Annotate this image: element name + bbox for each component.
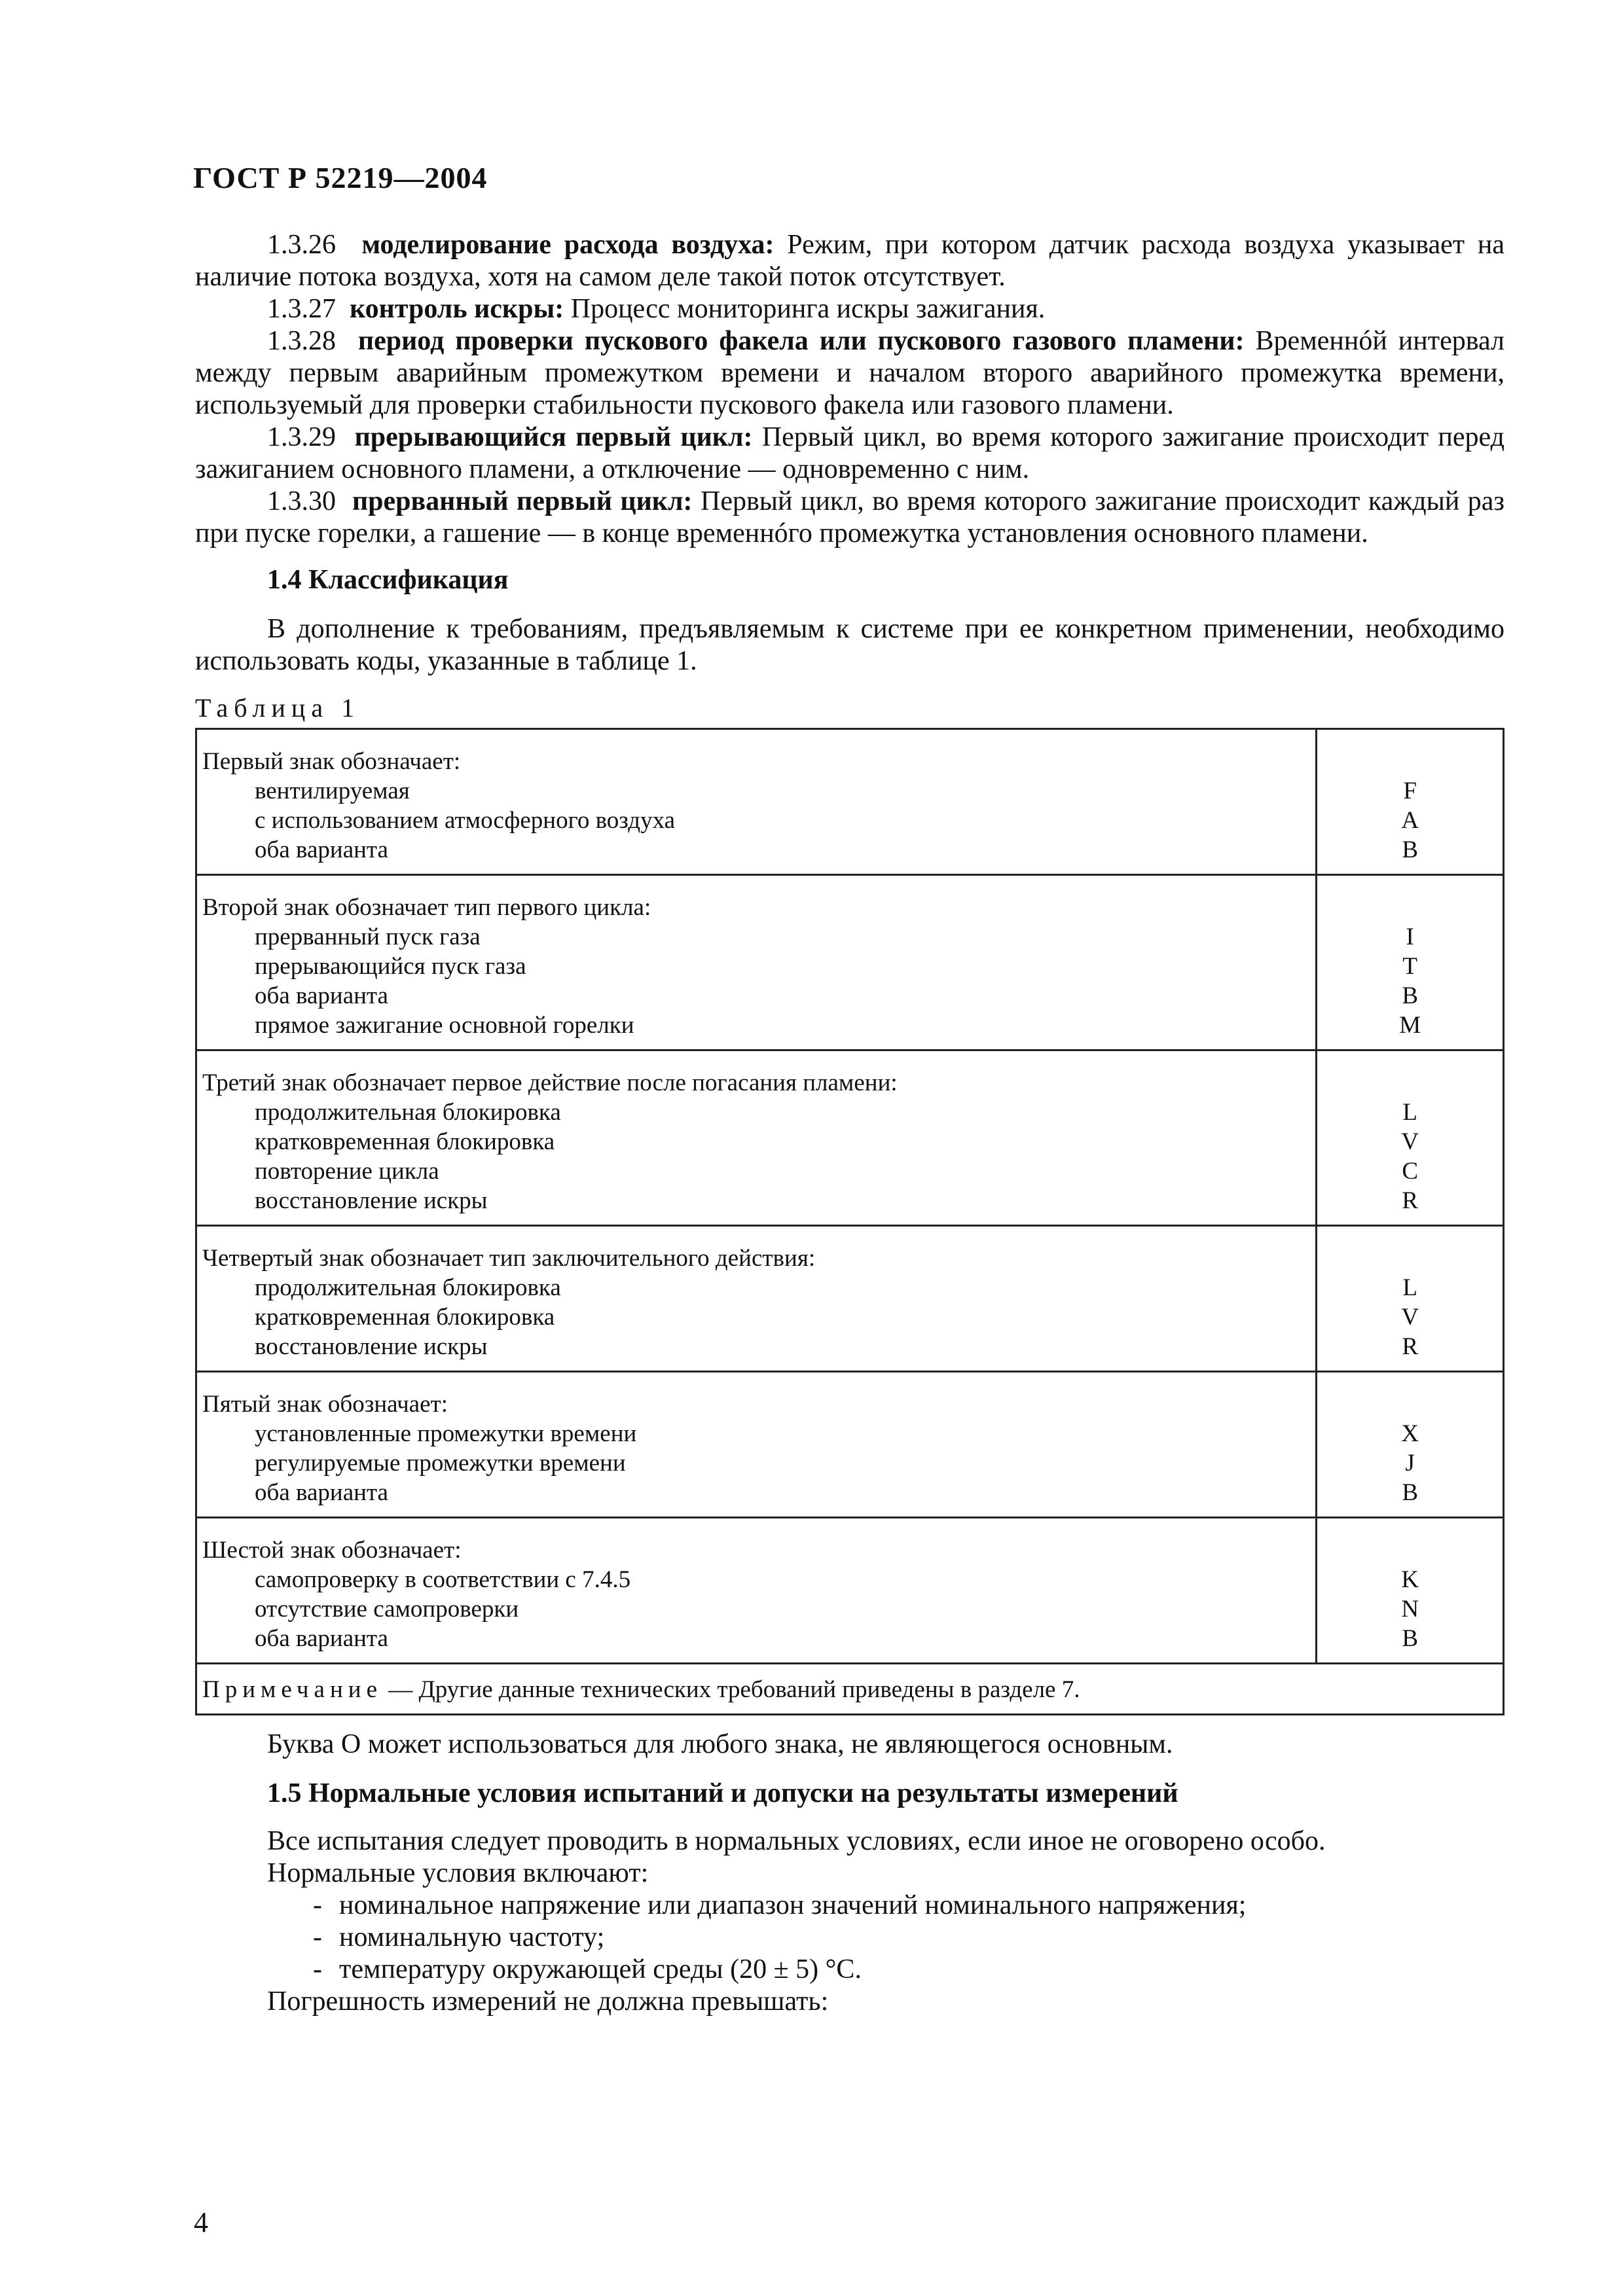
table-label-cell (196, 875, 1317, 1050)
definition-1-3-28 (195, 325, 1504, 422)
row-heading: Первый знак обозначает: (202, 748, 461, 775)
table-row (196, 729, 1504, 875)
table-code-cell (1317, 1372, 1504, 1518)
section-1-5-line-2: Нормальные условия включают: (267, 1858, 649, 1888)
definition-number: 1.3.29 (267, 422, 336, 452)
row-option: оба варианта (255, 836, 388, 863)
row-code: A (1401, 806, 1419, 834)
section-title-1-5: 1.5 Нормальные условия испытаний и допуски на результаты измерений (267, 1778, 1178, 1808)
table-label-cell (196, 1518, 1317, 1664)
table-label-cell (196, 1050, 1317, 1226)
row-option: кратковременная блокировка (255, 1128, 555, 1155)
definition-1-3-26 (195, 229, 1504, 293)
row-heading: Второй знак обозначает тип первого цикла: (202, 894, 651, 921)
row-code: N (1401, 1595, 1419, 1623)
classification-table (195, 728, 1504, 1715)
row-option: самопроверку в соответствии с 7.4.5 (255, 1566, 631, 1593)
definition-number: 1.3.30 (267, 486, 336, 516)
row-code: C (1402, 1157, 1419, 1185)
table-row (196, 1372, 1504, 1518)
row-code: I (1406, 923, 1414, 950)
list-item: - номинальную частоту; (313, 1922, 1504, 1954)
definition-number: 1.3.27 (267, 294, 336, 324)
list-item: - температуру окружающей среды (20 ± 5) °С. (313, 1954, 1504, 1986)
row-heading: Шестой знак обозначает: (202, 1537, 462, 1564)
row-option: восстановление искры (255, 1333, 488, 1360)
row-code: F (1403, 777, 1417, 804)
row-option: установленные промежутки времени (255, 1420, 637, 1447)
row-option: продолжительная блокировка (255, 1274, 561, 1301)
row-option: прямое зажигание основной горелки (255, 1012, 634, 1039)
row-option: восстановление искры (255, 1187, 488, 1214)
definition-term: прерывающийся первый цикл: (354, 422, 753, 452)
definition-term: период проверки пускового факела или пускового газового пламени: (357, 326, 1245, 356)
row-heading: Четвертый знак обозначает тип заключительного действия: (202, 1245, 816, 1272)
table-code-cell (1317, 1050, 1504, 1226)
section-1-5-line-1: Все испытания следует проводить в нормальных условиях, если иное не оговорено особо. (267, 1826, 1326, 1856)
definition-1-3-30 (195, 486, 1504, 550)
row-option: оба варианта (255, 1479, 388, 1506)
after-table-text: Буква О может использоваться для любого знака, не являющегося основным. (267, 1729, 1173, 1759)
row-code: R (1402, 1333, 1419, 1360)
table-caption: Таблица 1 (195, 693, 361, 723)
row-code: B (1402, 1479, 1419, 1506)
table-code-cell (1317, 1518, 1504, 1664)
row-option: регулируемые промежутки времени (255, 1450, 626, 1477)
definition-1-3-29 (195, 422, 1504, 486)
row-option: с использованием атмосферного воздуха (255, 807, 676, 834)
row-code: V (1401, 1128, 1419, 1155)
table-note-row (196, 1664, 1504, 1715)
definition-text: Первый цикл, во время которого зажигание происходит каждый раз при пуске горелки, а гашение — в конце временнóго промежутка установления основного пламени. (195, 486, 1505, 548)
table-row (196, 875, 1504, 1050)
table-note (196, 1664, 1504, 1715)
table-label-cell (196, 1226, 1317, 1372)
definition-1-3-27 (195, 293, 1504, 325)
definition-text: Процесс мониторинга искры зажигания. (570, 294, 1046, 324)
row-heading: Третий знак обозначает первое действие после погасания пламени: (202, 1069, 898, 1096)
table-code-cell (1317, 729, 1504, 875)
list-item: - номинальное напряжение или диапазон значений номинального напряжения; (313, 1890, 1504, 1922)
row-code: B (1402, 982, 1419, 1009)
row-option: кратковременная блокировка (255, 1304, 555, 1331)
page-number: 4 (194, 2206, 208, 2238)
table-row (196, 1518, 1504, 1664)
note-text: — Другие данные технических требований приведены в разделе 7. (382, 1676, 1080, 1703)
row-code: B (1402, 836, 1419, 863)
row-code: V (1401, 1303, 1419, 1331)
document-header: ГОСТ Р 52219—2004 (193, 161, 488, 194)
row-code: K (1401, 1566, 1419, 1593)
row-code: X (1401, 1420, 1419, 1447)
table-code-cell (1317, 875, 1504, 1050)
row-option: отсутствие самопроверки (255, 1596, 519, 1623)
table-label-cell (196, 1372, 1317, 1518)
table-row (196, 1226, 1504, 1372)
definition-text: Временнóй интервал между первым аварийным промежутком времени и началом второго аварийного промежутка времени, используемый для проверки стабильности пускового факела или газового пламени. (195, 326, 1504, 420)
row-option: прерванный пуск газа (255, 924, 481, 950)
row-code: T (1402, 952, 1418, 980)
row-option: оба варианта (255, 982, 388, 1009)
row-heading: Пятый знак обозначает: (202, 1391, 448, 1418)
definition-text: Первый цикл, во время которого зажигание происходит перед зажиганием основного пламени, а отключение — одновременно с ним. (195, 422, 1505, 484)
row-code: L (1402, 1098, 1418, 1126)
definition-number: 1.3.28 (267, 326, 336, 356)
row-code: R (1402, 1187, 1419, 1214)
row-code: B (1402, 1624, 1419, 1652)
row-code: M (1399, 1011, 1421, 1039)
row-option: оба варианта (255, 1625, 388, 1652)
definition-term: моделирование расхода воздуха: (361, 230, 775, 260)
note-label: Примечание (202, 1676, 382, 1703)
section-intro-1-4: В дополнение к требованиям, предъявляемым к системе при ее конкретном применении, необходимо использовать коды, указанные в таблице 1. (195, 614, 1504, 676)
table-label-cell (196, 729, 1317, 875)
row-code: L (1402, 1274, 1418, 1301)
definition-number: 1.3.26 (267, 230, 336, 260)
row-option: повторение цикла (255, 1158, 439, 1185)
page-content (195, 229, 1504, 2018)
section-1-5-line-3: Погрешность измерений не должна превышать: (267, 1986, 829, 2017)
table-code-cell (1317, 1226, 1504, 1372)
definition-text: Режим, при котором датчик расхода воздуха указывает на наличие потока воздуха, хотя на самом деле такой поток отсутствует. (195, 230, 1504, 292)
section-title-1-4: 1.4 Классификация (267, 565, 509, 595)
definitions-list (195, 229, 1504, 550)
table-row (196, 1050, 1504, 1226)
row-option: продолжительная блокировка (255, 1099, 561, 1126)
row-code: J (1405, 1449, 1415, 1477)
row-option: прерывающийся пуск газа (255, 953, 526, 980)
row-option: вентилируемая (255, 778, 410, 804)
definition-term: контроль искры: (350, 294, 564, 324)
definition-term: прерванный первый цикл: (352, 486, 693, 516)
conditions-list (195, 1890, 1504, 1986)
